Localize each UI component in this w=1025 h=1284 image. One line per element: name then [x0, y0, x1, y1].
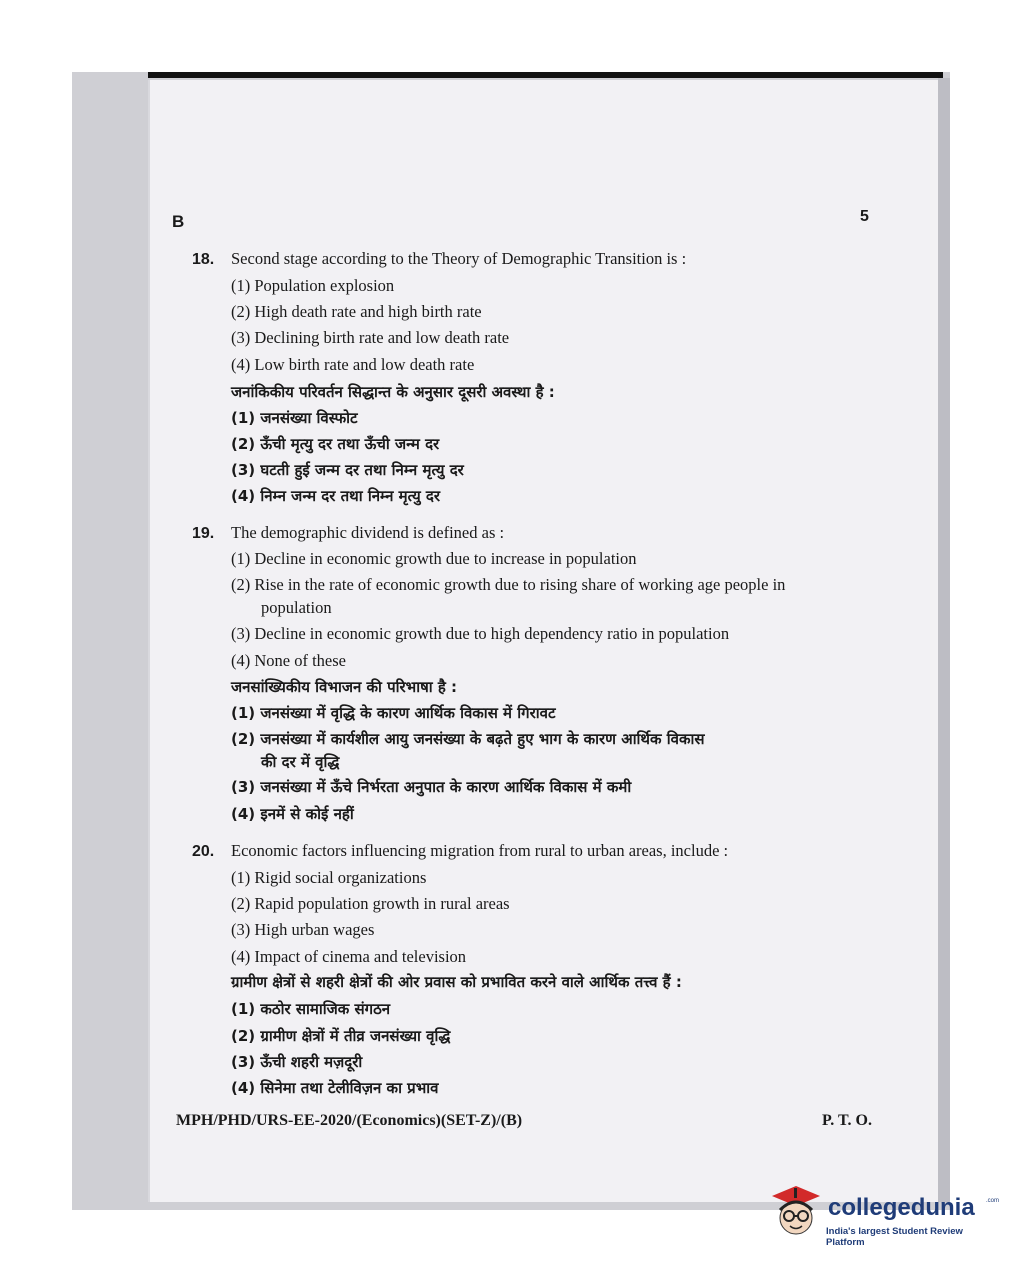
- option-en: (3) Declining birth rate and low death rate: [231, 328, 510, 347]
- option-hi: (2) जनसंख्या में कार्यशील आयु जनसंख्या के बढ़ते हुए भाग के कारण आर्थिक विकास: [231, 730, 705, 748]
- option-hi: (1) जनसंख्या में वृद्धि के कारण आर्थिक विकास में गिरावट: [231, 704, 556, 722]
- collegedunia-logo[interactable]: [768, 1180, 998, 1250]
- page-number: 5: [860, 208, 869, 225]
- question-stem-en: Economic factors influencing migration from rural to urban areas, include :: [231, 841, 729, 860]
- option-hi: (2) ऊँची मृत्यु दर तथा ऊँची जन्म दर: [231, 435, 440, 453]
- option-en: (1) Population explosion: [231, 276, 395, 295]
- question-number: 19.: [192, 525, 215, 542]
- option-en: (2) High death rate and high birth rate: [231, 302, 482, 321]
- option-hi: (3) जनसंख्या में ऊँचे निर्भरता अनुपात के कारण आर्थिक विकास में कमी: [231, 778, 632, 796]
- logo-brand: collegedunia: [828, 1194, 975, 1221]
- pto-label: P. T. O.: [822, 1112, 872, 1129]
- option-hi: (4) सिनेमा तथा टेलीविज़न का प्रभाव: [231, 1079, 439, 1097]
- paper-code: MPH/PHD/URS-EE-2020/(Economics)(SET-Z)/(B): [176, 1112, 523, 1129]
- logo-domain: .com: [986, 1198, 1000, 1204]
- option-hi: (4) इनमें से कोई नहीं: [231, 805, 354, 823]
- set-letter: B: [172, 212, 185, 231]
- option-en: (3) High urban wages: [231, 920, 375, 939]
- option-hi: (1) जनसंख्या विस्फोट: [231, 409, 358, 427]
- option-en: (1) Rigid social organizations: [231, 868, 427, 887]
- question-stem-hi: ग्रामीण क्षेत्रों से शहरी क्षेत्रों की ओर प्रवास को प्रभावित करने वाले आर्थिक तत्त्व हैं :: [231, 973, 682, 991]
- question-stem-hi: जनांकिकीय परिवर्तन सिद्धान्त के अनुसार दूसरी अवस्था है :: [231, 383, 555, 401]
- option-hi: (2) ग्रामीण क्षेत्रों में तीव्र जनसंख्या वृद्धि: [231, 1027, 451, 1045]
- top-rule: [148, 72, 943, 78]
- question-number: 20.: [192, 843, 215, 860]
- option-hi: (4) निम्न जन्म दर तथा निम्न मृत्यु दर: [231, 487, 440, 505]
- option-en: (3) Decline in economic growth due to high dependency ratio in population: [231, 624, 730, 643]
- option-en: (2) Rapid population growth in rural areas: [231, 894, 510, 913]
- option-hi-continued: की दर में वृद्धि: [261, 753, 340, 771]
- page-edge: [938, 78, 950, 1202]
- option-en: (4) None of these: [231, 651, 347, 670]
- question-stem-en: Second stage according to the Theory of Demographic Transition is :: [231, 249, 687, 268]
- option-hi: (1) कठोर सामाजिक संगठन: [231, 1000, 391, 1018]
- option-hi: (3) ऊँची शहरी मज़दूरी: [231, 1053, 363, 1071]
- option-en: (4) Impact of cinema and television: [231, 947, 467, 966]
- logo-tagline: India's largest Student Review Platform: [826, 1226, 963, 1248]
- option-en: (4) Low birth rate and low death rate: [231, 355, 475, 374]
- question-number: 18.: [192, 251, 215, 268]
- option-en-continued: population: [261, 598, 332, 617]
- option-en: (1) Decline in economic growth due to increase in population: [231, 549, 637, 568]
- question-stem-hi: जनसांख्यिकीय विभाजन की परिभाषा है :: [231, 678, 458, 696]
- option-hi: (3) घटती हुई जन्म दर तथा निम्न मृत्यु दर: [231, 461, 464, 479]
- option-en: (2) Rise in the rate of economic growth due to rising share of working age people in: [231, 575, 786, 594]
- question-stem-en: The demographic dividend is defined as :: [231, 523, 505, 542]
- mascot-icon: [768, 1180, 824, 1246]
